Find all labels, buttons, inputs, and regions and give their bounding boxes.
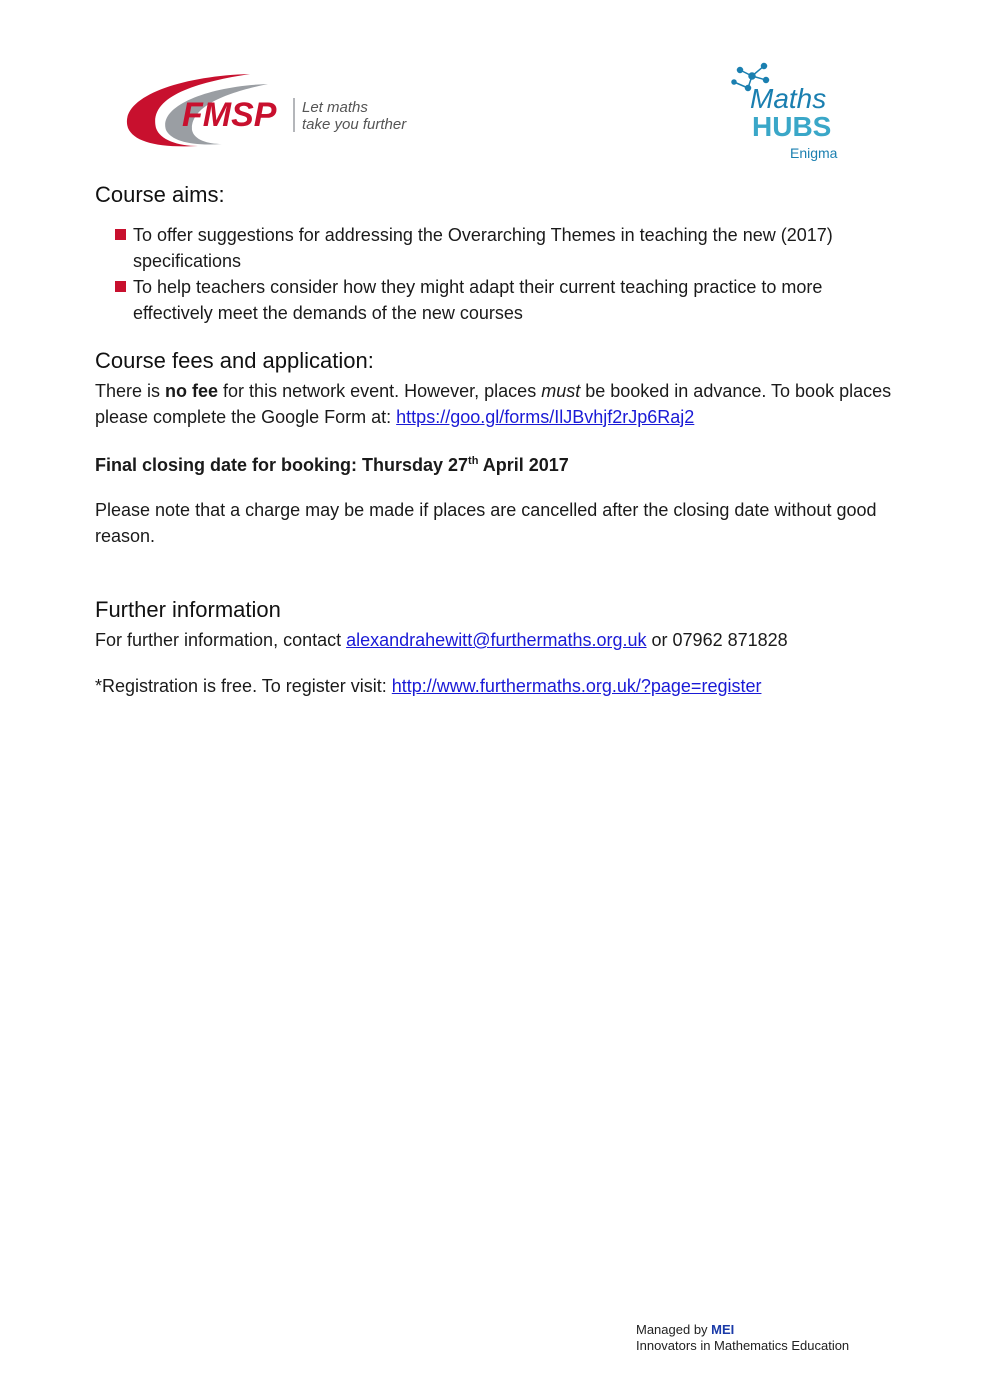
hubs-line-2: HUBS [752,111,832,142]
hubs-line-1: Maths [750,83,827,114]
course-aims-list [115,222,895,326]
course-fees-heading: Course fees and application: [95,348,374,373]
list-item: To help teachers consider how they might adapt their current teaching practice to more effectively meet the demands of the new courses [115,274,895,326]
hubs-line-3: Enigma [790,145,838,161]
fmsp-brand: FMSP [182,96,277,134]
mei-tagline: Innovators in Mathematics Education [636,1338,850,1353]
cancellation-note: Please note that a charge may be made if places are cancelled after the closing date without good reason. [95,500,877,546]
mei-footer: Managed by MEI Innovators in Mathematics Education [636,1322,896,1354]
closing-date: Final closing date for booking: Thursday 27th April 2017 [95,455,569,475]
google-form-link[interactable]: https://goo.gl/forms/IlJBvhjf2rJp6Raj2 [396,407,695,427]
register-link[interactable]: http://www.furthermaths.org.uk/?page=register [391,676,762,696]
fmsp-tagline-1: Let maths [302,99,368,116]
bullet-square-icon [115,281,126,292]
bullet-square-icon [115,229,126,240]
fees-paragraph: There is no fee for this network event. However, places must be booked in advance. To book places please complete the Google Form at: https://goo.gl/forms/IlJBvhjf2rJp6Raj2 [95,381,892,427]
contact-paragraph: For further information, contact alexandrahewitt@furthermaths.org.uk or 07962 871828 [95,630,788,650]
fmsp-logo [118,68,418,152]
mei-logo: MEI [711,1322,735,1337]
further-info-heading: Further information [95,597,281,622]
list-item: To offer suggestions for addressing the Overarching Themes in teaching the new (2017) specifications [115,222,895,274]
registration-paragraph: *Registration is free. To register visit: http://www.furthermaths.org.uk/?page=register [95,676,762,696]
course-aims-heading: Course aims: [95,182,225,207]
fmsp-tagline-2: take you further [302,116,407,133]
email-link[interactable]: alexandrahewitt@furthermaths.org.uk [346,630,647,650]
maths-hubs-logo [726,60,856,165]
